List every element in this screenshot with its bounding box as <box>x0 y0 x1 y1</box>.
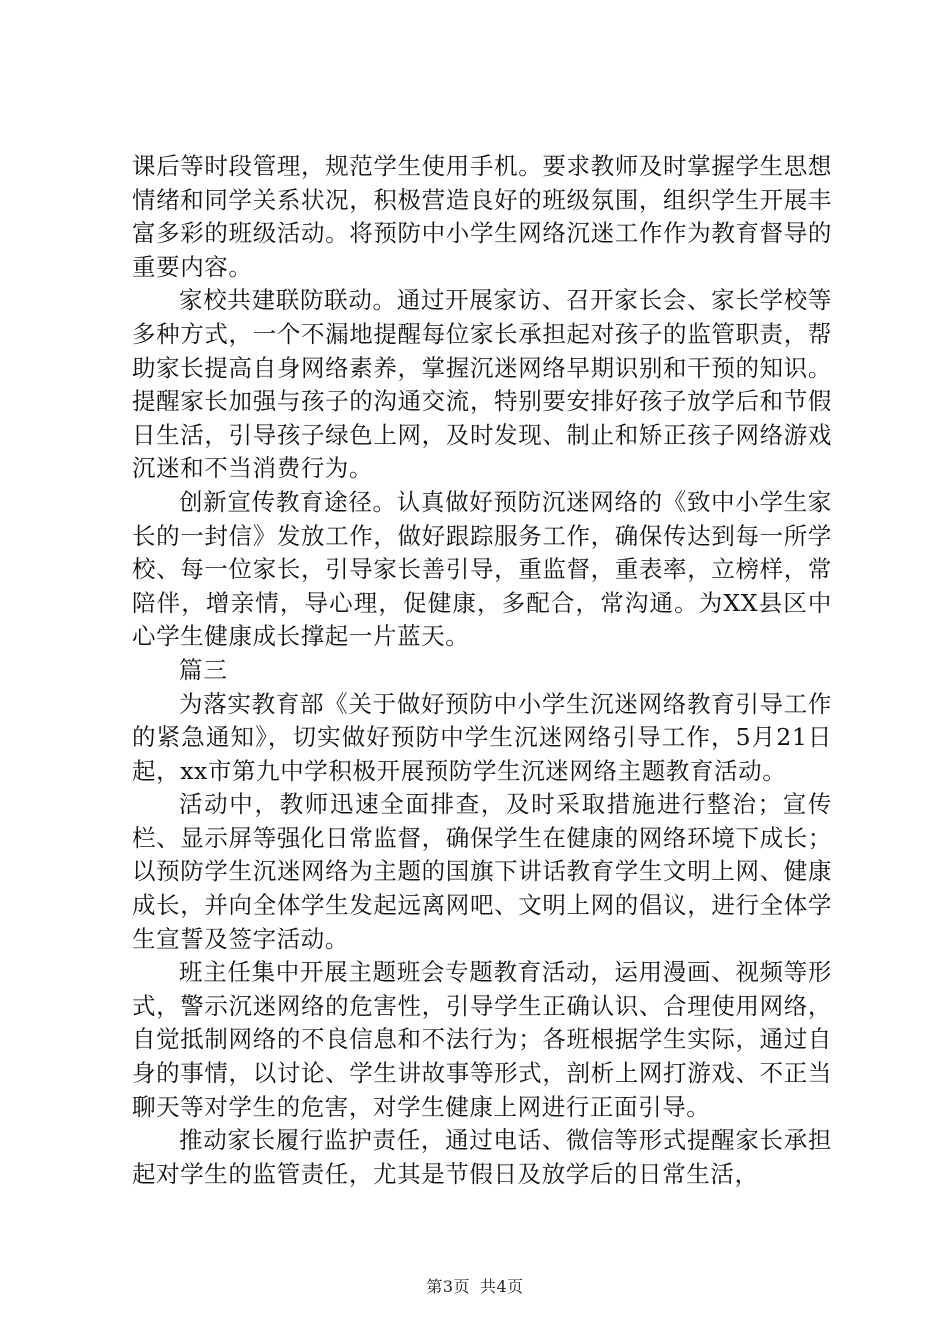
page-total: 共4页 <box>480 1277 524 1296</box>
paragraph-parents: 推动家长履行监护责任，通过电话、微信等形式提醒家长承担起对学生的监管责任，尤其是节假日及放学后的日常生活， <box>132 1126 832 1188</box>
paragraph-intro: 为落实教育部《关于做好预防中小学生沉迷网络教育引导工作的紧急通知》，切实做好预防中学生沉迷网络引导工作，5月21日起，xx市第九中学积极开展预防学生沉迷网络主题教育活动。 <box>132 689 832 785</box>
paragraph-class-meeting: 班主任集中开展主题班会专题教育活动，运用漫画、视频等形式，警示沉迷网络的危害性，引导学生正确认识、合理使用网络，自觉抵制网络的不良信息和不法行为；各班根据学生实际，通过自身的事情，以讨论、学生讲故事等形式，剖析上网打游戏、不正当聊天等对学生的危害，对学生健康上网进行正面引导。 <box>132 958 832 1121</box>
page-footer <box>0 1274 950 1297</box>
document-body <box>132 150 832 1191</box>
paragraph-activities: 活动中，教师迅速全面排查，及时采取措施进行整治；宣传栏、显示屏等强化日常监督，确保学生在健康的网络环境下成长；以预防学生沉迷网络为主题的国旗下讲话教育学生文明上网、健康成长，并向全体学生发起远离网吧、文明上网的倡议，进行全体学生宣誓及签字活动。 <box>132 790 832 953</box>
section-heading: 篇三 <box>179 655 228 684</box>
page-number: 第3页 <box>426 1277 470 1296</box>
paragraph-publicity-education: 创新宣传教育途径。认真做好预防沉迷网络的《致中小学生家长的一封信》发放工作，做好跟踪服务工作，确保传达到每一所学校、每一位家长，引导家长善引导，重监督，重表率，立榜样，常陪伴，增亲情，导心理，促健康，多配合，常沟通。为XX县区中心学生健康成长撑起一片蓝天。 <box>132 487 832 651</box>
paragraph-continuation: 课后等时段管理，规范学生使用手机。要求教师及时掌握学生思想情绪和同学关系状况，积极营造良好的班级氛围，组织学生开展丰富多彩的班级活动。将预防中小学生网络沉迷工作作为教育督导的重要内容。 <box>132 152 832 281</box>
paragraph-home-school-cooperation: 家校共建联防联动。通过开展家访、召开家长会、家长学校等多种方式，一个不漏地提醒每位家长承担起对孩子的监管职责，帮助家长提高自身网络素养，掌握沉迷网络早期识别和干预的知识。提醒家长加强与孩子的沟通交流，特别要安排好孩子放学后和节假日生活，引导孩子绿色上网，及时发现、制止和矫正孩子网络游戏沉迷和不当消费行为。 <box>132 286 832 483</box>
